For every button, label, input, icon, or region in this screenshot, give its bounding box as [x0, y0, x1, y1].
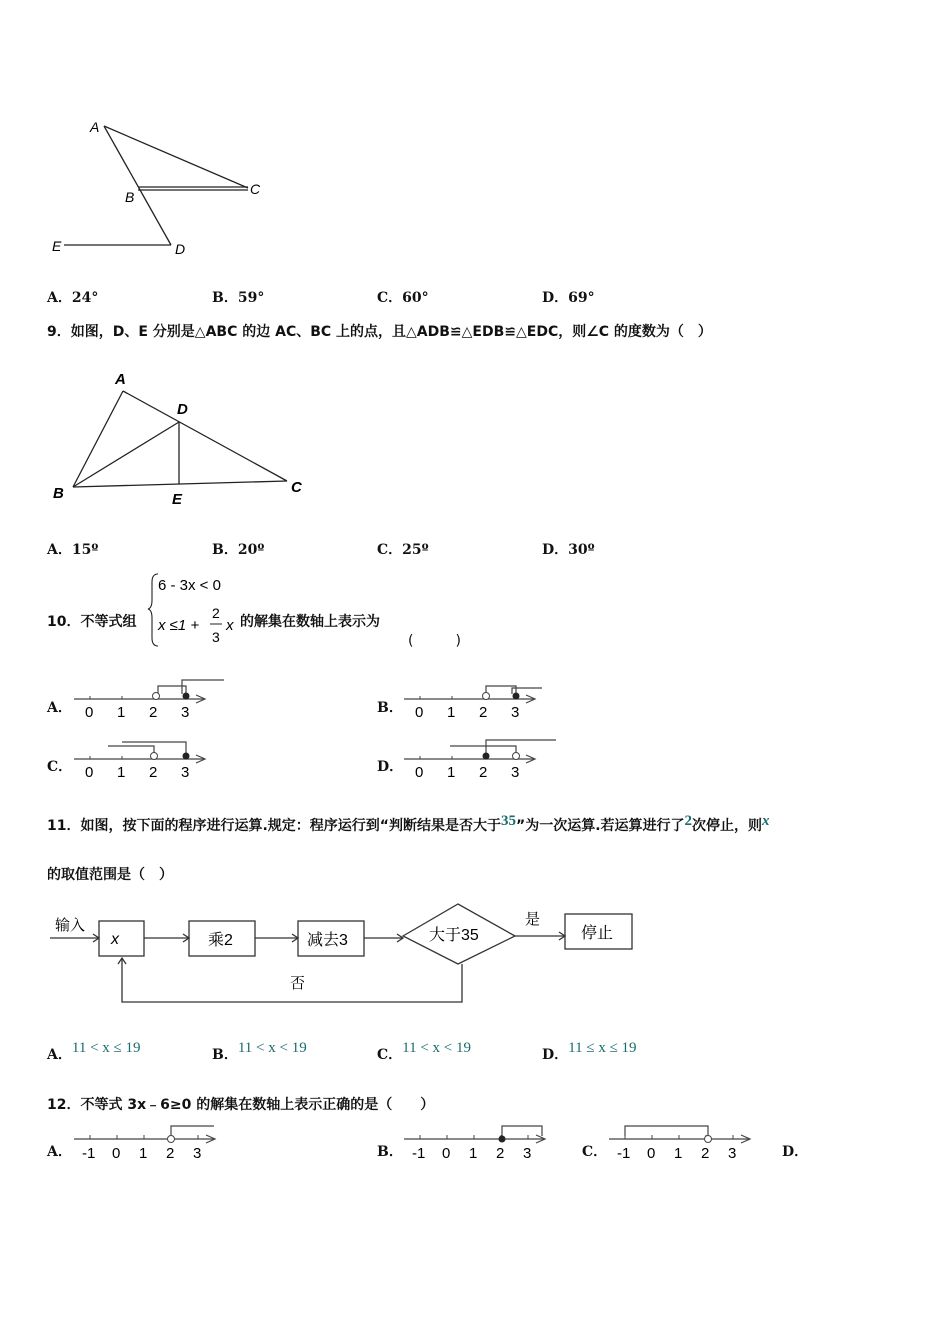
q11-option-c[interactable] [377, 1040, 472, 1064]
option-text: 30º [568, 542, 595, 558]
value-35: 35 [501, 813, 517, 829]
option-text: 11 ≤ x ≤ 19 [568, 1040, 637, 1056]
tick-label: 0 [112, 1145, 121, 1162]
tick-label: 0 [85, 704, 94, 721]
frac-num: 2 [212, 605, 220, 621]
q10-option-b-numberline[interactable] [402, 676, 572, 724]
q10-paren: ( ) [408, 633, 461, 649]
option-letter: D． [542, 1047, 569, 1063]
label-d: D [175, 241, 186, 257]
q8-figure [40, 110, 280, 265]
q12-option-c-letter[interactable]: C． [582, 1144, 608, 1160]
label-b: B [125, 189, 135, 205]
q8-option-b[interactable] [212, 287, 264, 307]
tick-label: 3 [193, 1145, 202, 1162]
option-text: 15º [71, 542, 99, 558]
tick-label: 3 [511, 764, 520, 781]
flow-judge: 大于35 [429, 927, 479, 944]
tick-label: 0 [85, 764, 94, 781]
tick-label: 2 [149, 704, 158, 721]
label-d: D [177, 401, 188, 418]
option-text: 59° [237, 290, 265, 306]
option-letter: D． [542, 542, 569, 558]
option-letter: A． [47, 1047, 72, 1063]
ineq-1: 6 - 3x < 0 [158, 577, 221, 594]
tick-label: 0 [415, 764, 424, 781]
value-2: 2 [684, 813, 693, 829]
tick-label: 3 [523, 1145, 532, 1162]
q10-number: 10．不等式组 [47, 614, 137, 630]
question-text: 如图，D、E 分别是△ABC 的边 AC、BC 上的点，且△ADB≌△EDB≌△EDC，则∠C 的度数为（ ） [70, 324, 712, 340]
frac-den: 3 [212, 629, 220, 645]
option-letter: C． [377, 290, 403, 306]
option-letter: B． [212, 290, 238, 306]
tick-label: 1 [674, 1145, 683, 1162]
q10-option-c-letter[interactable]: C． [47, 759, 73, 775]
q8-option-d[interactable] [542, 287, 595, 307]
q12-option-a-numberline[interactable] [72, 1122, 232, 1166]
option-text: 11 < x ≤ 19 [71, 1040, 141, 1056]
option-text: 20º [237, 542, 265, 558]
q9-figure [45, 365, 325, 515]
q11-stem [47, 815, 770, 835]
var-x: x [762, 813, 770, 829]
flow-multiply: 乘2 [208, 932, 233, 949]
ineq-2a: x ≤1 + [158, 617, 200, 634]
option-letter: D． [542, 290, 569, 306]
q11-option-a[interactable] [47, 1040, 141, 1064]
flow-yes: 是 [525, 911, 541, 928]
tick-label: 1 [117, 704, 126, 721]
label-c: C [291, 479, 302, 496]
q11-option-d[interactable] [542, 1040, 637, 1064]
q12-option-b-letter[interactable]: B． [377, 1144, 403, 1160]
tick-label: 1 [447, 764, 456, 781]
line-bd [73, 422, 179, 487]
tick-label: 1 [117, 764, 126, 781]
option-letter: B． [212, 542, 238, 558]
option-letter: A． [47, 290, 72, 306]
stem-part: 11．如图，按下面的程序进行运算.规定：程序运行到“判断结果是否大于 [47, 818, 502, 834]
q10-stem-tail: 的解集在数轴上表示为 [240, 614, 380, 630]
q9-option-c[interactable] [377, 539, 429, 559]
tick-label: 0 [647, 1145, 656, 1162]
brace-icon [148, 574, 158, 646]
option-text: 60° [402, 290, 429, 306]
label-a: A [90, 119, 100, 135]
stem-part: ”为一次运算.若运算进行了 [516, 818, 685, 834]
q9-option-a[interactable] [47, 539, 98, 559]
q11-flowchart [45, 900, 645, 1010]
flow-stop: 停止 [581, 925, 614, 942]
q12-option-b-numberline[interactable] [402, 1122, 562, 1166]
flow-x: x [111, 931, 119, 948]
q12-stem: 12．不等式 3x﹣6≥0 的解集在数轴上表示正确的是（ ） [47, 1097, 435, 1113]
tick-label: 0 [415, 704, 424, 721]
label-b: B [53, 485, 64, 502]
q10-system [146, 570, 256, 650]
q8-option-c[interactable] [377, 287, 429, 307]
q10-option-d-letter[interactable]: D． [377, 759, 404, 775]
line-ad [104, 126, 171, 245]
line-ab [73, 391, 123, 487]
stem-part: 次停止，则 [692, 818, 763, 834]
option-text: 11 < x < 19 [402, 1040, 472, 1056]
question-number: 9． [47, 324, 71, 340]
tick-label: 2 [149, 764, 158, 781]
line-ac [123, 391, 287, 481]
tick-label: 1 [469, 1145, 478, 1162]
q10-option-a-letter[interactable]: A． [47, 700, 72, 716]
tick-label: 2 [496, 1145, 505, 1162]
flow-input-label: 输入 [55, 917, 86, 934]
option-letter: B． [212, 1047, 238, 1063]
line-ac [104, 126, 248, 188]
tick-label: 3 [511, 704, 520, 721]
flow-subtract: 减去3 [307, 932, 348, 949]
q8-option-a[interactable] [47, 287, 98, 307]
q12-option-c-numberline[interactable] [607, 1122, 767, 1166]
q10-option-d-numberline[interactable] [402, 736, 572, 784]
ineq-2b: x [226, 617, 234, 634]
line-bc [73, 481, 287, 487]
tick-label: 1 [139, 1145, 148, 1162]
option-text: 24° [71, 290, 99, 306]
q11-stem-line2: 的取值范围是（ ） [47, 867, 173, 883]
q12-option-d-letter[interactable]: D． [782, 1144, 809, 1160]
q11-option-b[interactable] [212, 1040, 307, 1064]
tick-label: 3 [181, 704, 190, 721]
option-letter: A． [47, 542, 72, 558]
flow-no: 否 [290, 975, 306, 992]
q10-option-c-numberline[interactable] [72, 736, 242, 784]
tick-label: -1 [82, 1145, 96, 1162]
label-e: E [172, 491, 183, 508]
q12-option-a-letter[interactable]: A． [47, 1144, 72, 1160]
q9-stem [47, 321, 712, 341]
tick-label: 0 [442, 1145, 451, 1162]
label-c: C [250, 181, 261, 197]
q10-option-a-numberline[interactable] [72, 676, 242, 724]
q10-option-b-letter[interactable]: B． [377, 700, 403, 716]
tick-label: -1 [617, 1145, 631, 1162]
tick-label: 3 [728, 1145, 737, 1162]
option-text: 69° [568, 290, 595, 306]
option-letter: C． [377, 1047, 403, 1063]
option-text: 25º [402, 542, 429, 558]
tick-label: 3 [181, 764, 190, 781]
tick-label: -1 [412, 1145, 426, 1162]
q9-option-b[interactable] [212, 539, 264, 559]
q9-option-d[interactable] [542, 539, 595, 559]
tick-label: 1 [447, 704, 456, 721]
tick-label: 2 [701, 1145, 710, 1162]
option-letter: C． [377, 542, 403, 558]
tick-label: 2 [479, 704, 488, 721]
label-e: E [52, 238, 62, 254]
label-a: A [115, 371, 126, 388]
tick-label: 2 [166, 1145, 175, 1162]
tick-label: 2 [479, 764, 488, 781]
option-text: 11 < x < 19 [237, 1040, 307, 1056]
